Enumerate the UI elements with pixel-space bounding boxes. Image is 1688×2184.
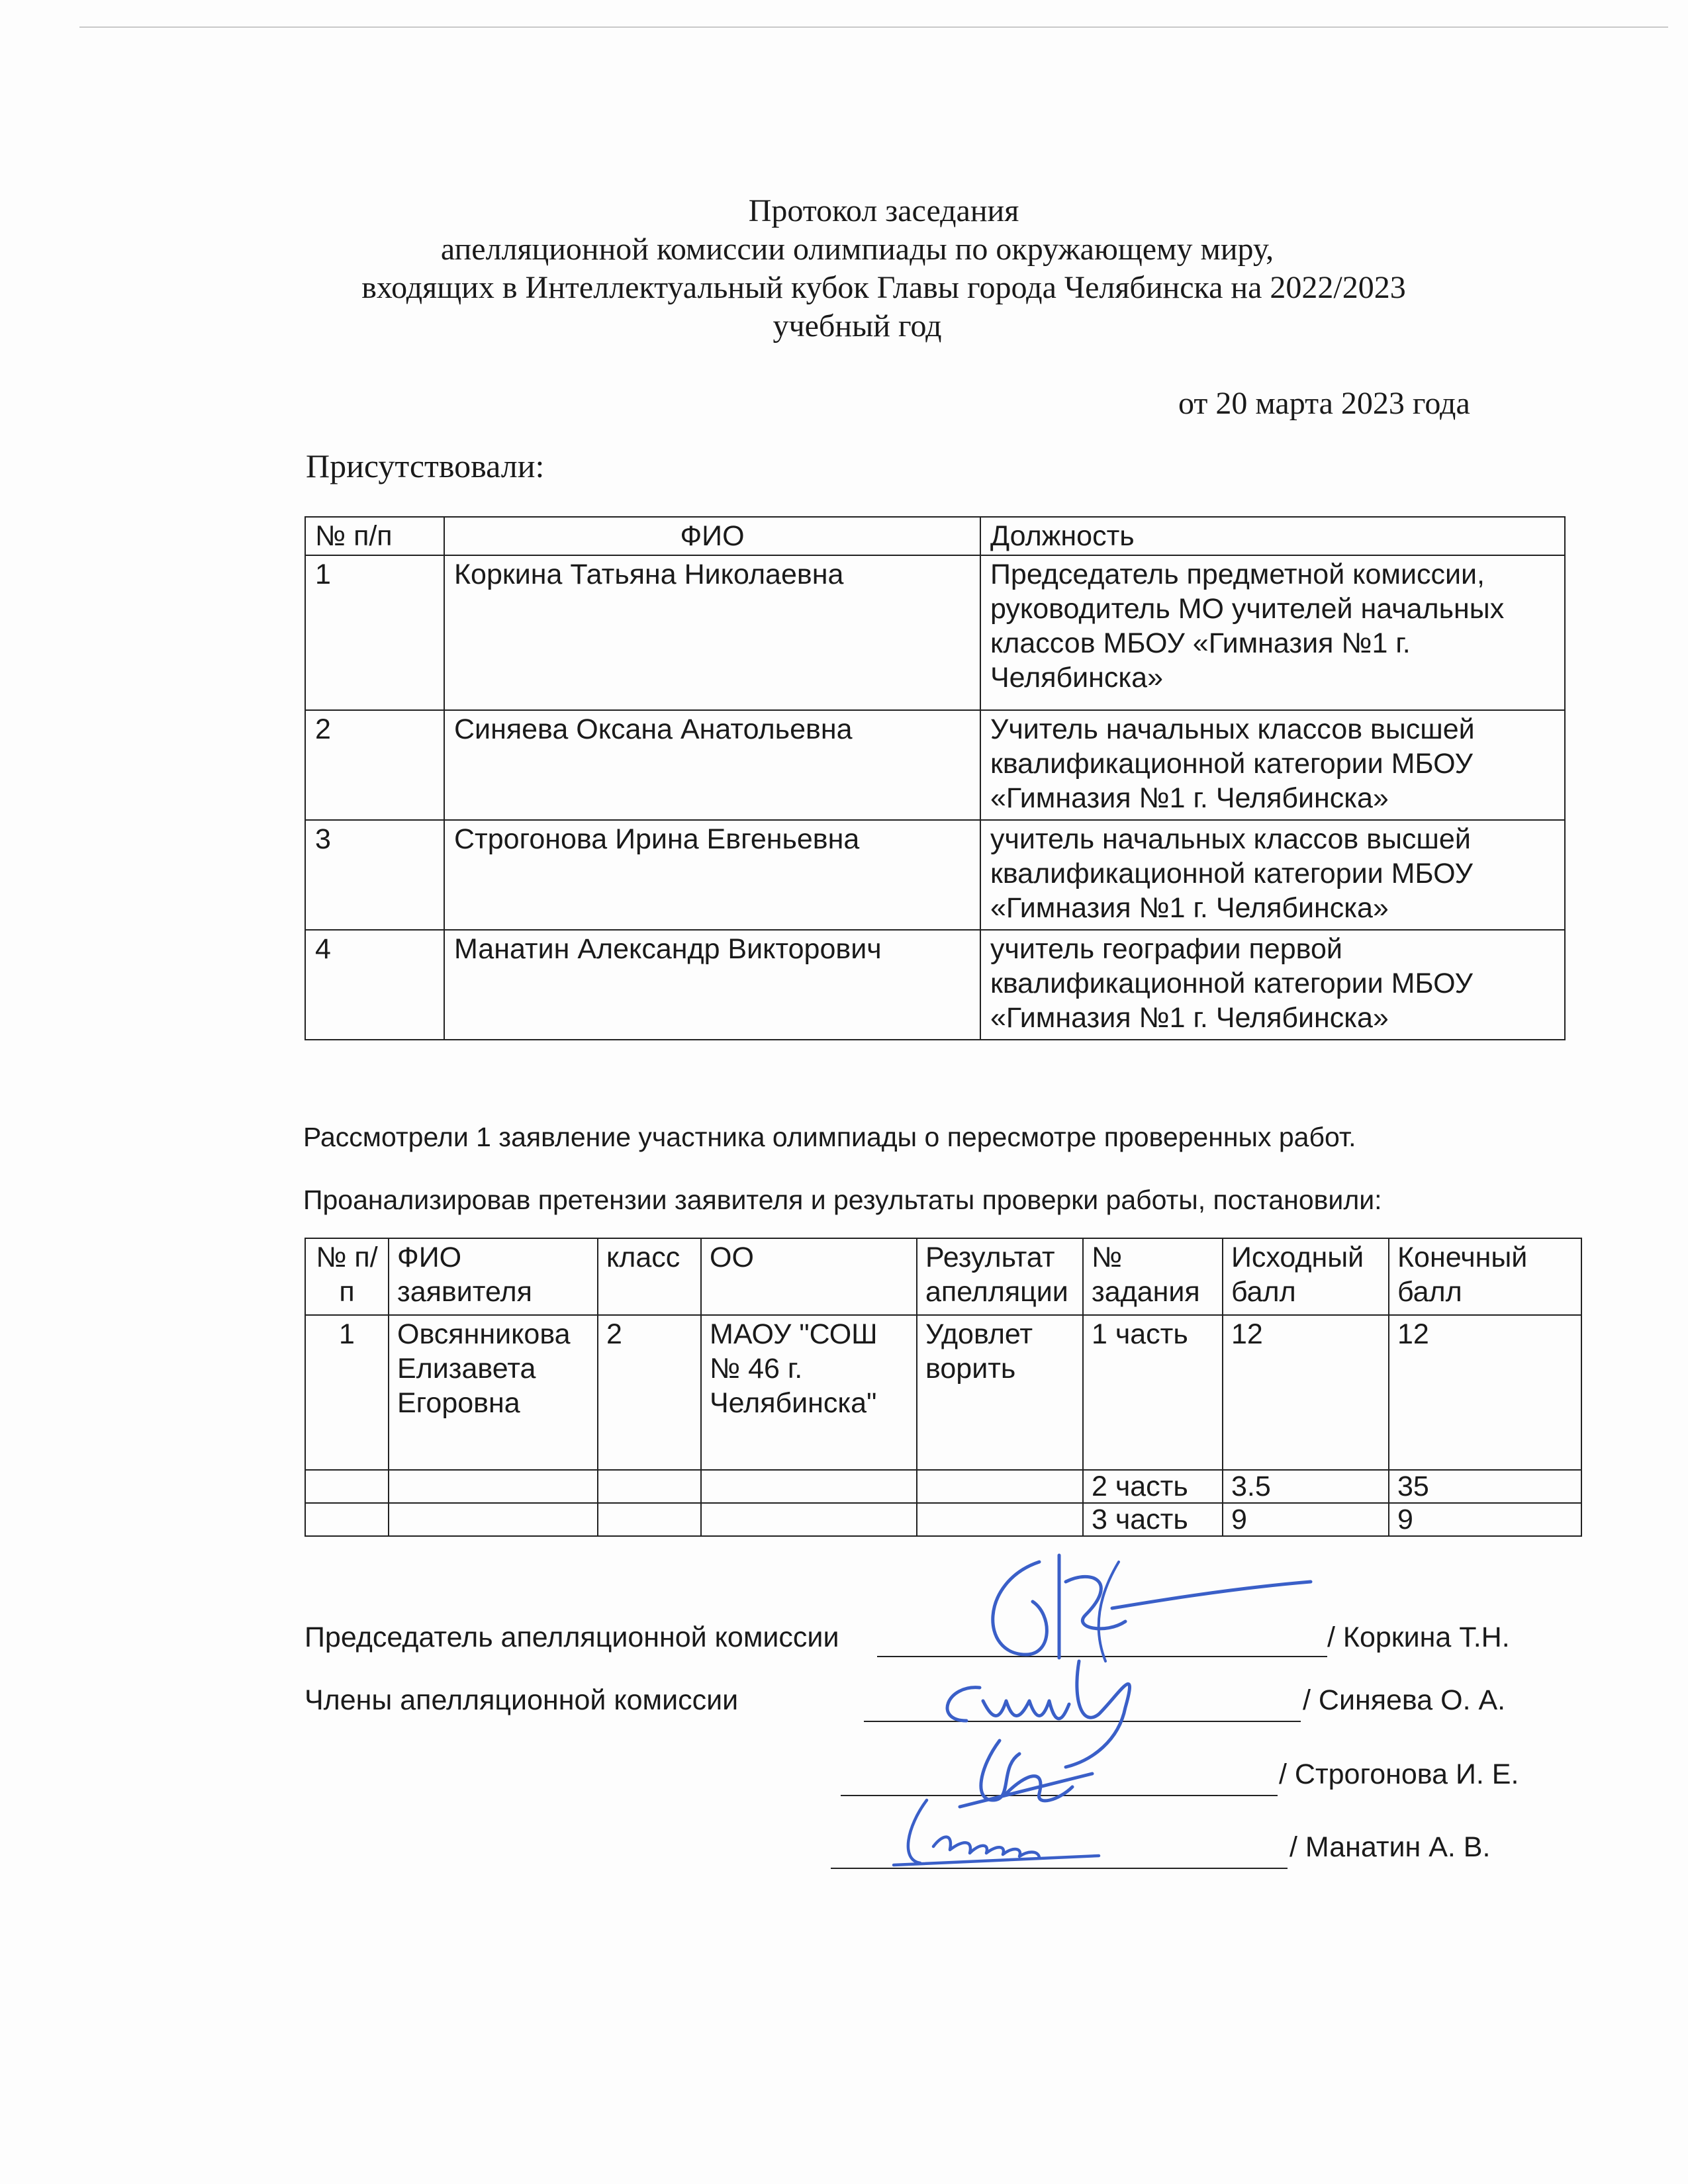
- analyzed-paragraph: Проанализировав претензии заявителя и результаты проверки работы, постановили:: [303, 1185, 1382, 1215]
- title-line-2: апелляционной комиссии олимпиады по окружающему миру,: [440, 232, 1274, 267]
- present-label: Присутствовали:: [306, 447, 545, 484]
- title-line-1: Протокол заседания: [748, 193, 1019, 228]
- decision-final: 12: [1389, 1315, 1581, 1470]
- members-table-header: [305, 517, 1565, 555]
- decision-initial: 3.5: [1223, 1470, 1389, 1503]
- decision-grade: [598, 1470, 701, 1503]
- decision-task: 2 часть: [1083, 1470, 1223, 1503]
- considered-paragraph: Рассмотрели 1 заявление участника олимпиады о пересмотре проверенных работ.: [303, 1122, 1356, 1152]
- table-row: [305, 1503, 1581, 1536]
- decision-final: 35: [1389, 1470, 1581, 1503]
- header-cell-initial: Исходный балл: [1223, 1238, 1389, 1315]
- table-row: [305, 710, 1565, 820]
- table-row: [305, 555, 1565, 710]
- member-name: Синяева Оксана Анатольевна: [444, 710, 980, 820]
- decision-result: Удовлет ворить: [917, 1315, 1083, 1470]
- scan-edge-line: [79, 26, 1668, 28]
- decision-num: [305, 1470, 389, 1503]
- table-row: [305, 930, 1565, 1040]
- member-num: 1: [305, 555, 444, 710]
- chair-name: / Коркина Т.Н.: [1327, 1621, 1510, 1653]
- decision-table: [305, 1238, 1582, 1537]
- document-date: от 20 марта 2023 года: [1178, 386, 1470, 421]
- decision-result: [917, 1503, 1083, 1536]
- member-position: учитель начальных классов высшей квалификационной категории МБОУ «Гимназия №1 г. Челябинска»: [980, 820, 1565, 930]
- header-cell-final: Конечный балл: [1389, 1238, 1581, 1315]
- member-name: Коркина Татьяна Николаевна: [444, 555, 980, 710]
- table-row: [305, 1315, 1581, 1470]
- member-num: 2: [305, 710, 444, 820]
- header-cell-name: ФИО: [444, 517, 980, 555]
- decision-result: [917, 1470, 1083, 1503]
- decision-task: 1 часть: [1083, 1315, 1223, 1470]
- header-cell-num: № п/п: [305, 517, 444, 555]
- decision-initial: 12: [1223, 1315, 1389, 1470]
- table-row: [305, 820, 1565, 930]
- page-title: [0, 192, 1688, 345]
- header-cell-school: ОО: [701, 1238, 917, 1315]
- member-name: Манатин Александр Викторович: [444, 930, 980, 1040]
- title-line-4: учебный год: [773, 308, 942, 343]
- decision-name: [389, 1470, 598, 1503]
- header-cell-position: Должность: [980, 517, 1565, 555]
- header-cell-applicant: ФИО заявителя: [389, 1238, 598, 1315]
- members-label: Члены апелляционной комиссии: [305, 1684, 739, 1716]
- decision-grade: [598, 1503, 701, 1536]
- members-table: [305, 516, 1566, 1040]
- header-cell-task: № задания: [1083, 1238, 1223, 1315]
- decision-school: МАОУ "СОШ № 46 г. Челябинска": [701, 1315, 917, 1470]
- member3-signature-icon: [880, 1787, 1132, 1880]
- decision-task: 3 часть: [1083, 1503, 1223, 1536]
- member-num: 3: [305, 820, 444, 930]
- decision-grade: 2: [598, 1315, 701, 1470]
- decision-num: [305, 1503, 389, 1536]
- decision-name: Овсянникова Елизавета Егоровна: [389, 1315, 598, 1470]
- member-name: Строгонова Ирина Евгеньевна: [444, 820, 980, 930]
- member3-name: / Манатин А. В.: [1289, 1831, 1491, 1863]
- member-position: Учитель начальных классов высшей квалификационной категории МБОУ «Гимназия №1 г. Челябинска»: [980, 710, 1565, 820]
- decision-school: [701, 1503, 917, 1536]
- member2-name: / Строгонова И. Е.: [1279, 1758, 1519, 1790]
- chair-label: Председатель апелляционной комиссии: [305, 1621, 839, 1653]
- member-position: учитель географии первой квалификационной категории МБОУ «Гимназия №1 г. Челябинска»: [980, 930, 1565, 1040]
- header-cell-grade: класс: [598, 1238, 701, 1315]
- member1-name: / Синяева О. А.: [1303, 1684, 1506, 1716]
- header-cell-num: № п/п: [305, 1238, 389, 1315]
- decision-num: 1: [305, 1315, 389, 1470]
- member-position: Председатель предметной комиссии, руководитель МО учителей начальных классов МБОУ «Гимназия №1 г. Челябинска»: [980, 555, 1565, 710]
- title-line-3: входящих в Интеллектуальный кубок Главы города Челябинска на 2022/2023: [361, 270, 1406, 305]
- decision-table-header: [305, 1238, 1581, 1315]
- decision-initial: 9: [1223, 1503, 1389, 1536]
- member-num: 4: [305, 930, 444, 1040]
- decision-school: [701, 1470, 917, 1503]
- table-row: [305, 1470, 1581, 1503]
- header-cell-result: Результат апелляции: [917, 1238, 1083, 1315]
- decision-name: [389, 1503, 598, 1536]
- decision-final: 9: [1389, 1503, 1581, 1536]
